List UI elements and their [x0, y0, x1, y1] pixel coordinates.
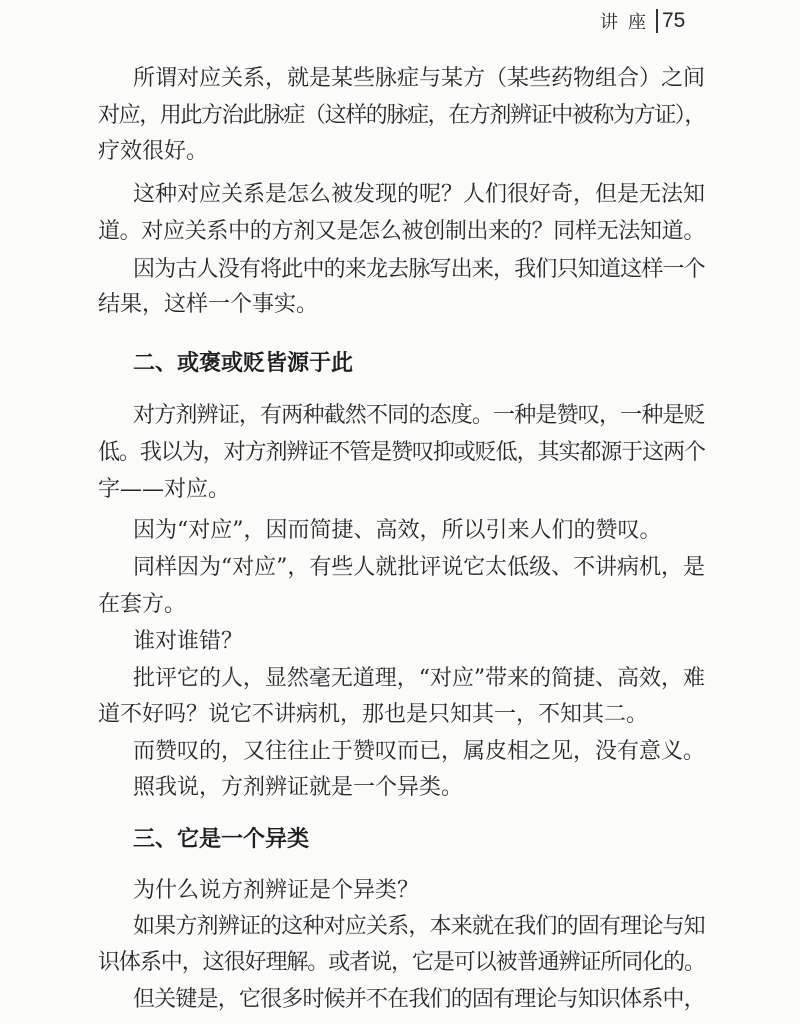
text-line: 因为古人没有将此中的来龙去脉写出来，我们只知道这样一个	[133, 257, 705, 282]
section-heading: 二、或褒或贬皆源于此	[133, 351, 354, 376]
text-line: 批评它的人，显然毫无道理，“对应”带来的简捷、高效，难	[133, 666, 705, 691]
text-line: 对方剂辨证，有两种截然不同的态度。一种是赞叹，一种是贬	[133, 403, 705, 428]
text-line: 但关键是，它很多时候并不在我们的固有理论与知识体系中，	[133, 987, 705, 1012]
section-title: 讲座	[600, 12, 656, 33]
text-line: 因为“对应”，因而简捷、高效，所以引来人们的赞叹。	[133, 518, 662, 543]
text-line: 在套方。	[98, 592, 187, 617]
text-line: 这种对应关系是怎么被发现的呢？人们很好奇，但是无法知	[133, 182, 706, 207]
text-line: 照我说，方剂辨证就是一个异类。	[133, 775, 464, 800]
text-line: 道不好吗？说它不讲病机，那也是只知其一，不知其二。	[98, 702, 649, 727]
text-line: 如果方剂辨证的这种对应关系，本来就在我们的固有理论与知	[133, 914, 705, 939]
text-line: 所谓对应关系，就是某些脉症与某方（某些药物组合）之间	[133, 66, 706, 91]
section-heading: 三、它是一个异类	[133, 827, 310, 852]
text-line: 低。我以为，对方剂辨证不管是赞叹抑或贬低，其实都源于这两个	[98, 440, 705, 465]
text-line: 同样因为“对应”，有些人就批评说它太低级、不讲病机，是	[133, 555, 705, 580]
header-divider	[656, 9, 658, 33]
text-line: 疗效很好。	[98, 139, 209, 164]
text-line: 识体系中，这很好理解。或者说，它是可以被普通辨证所同化的。	[98, 950, 705, 975]
text-line: 结果，这样一个事实。	[98, 292, 319, 317]
page-number: 75	[662, 9, 686, 32]
running-header	[600, 6, 685, 36]
text-line: 道。对应关系中的方剂又是怎么被创制出来的？同样无法知道。	[98, 219, 706, 244]
text-line: 字——对应。	[98, 477, 231, 502]
text-line: 对应，用此方治此脉症（这样的脉症，在方剂辨证中被称为方证），	[98, 103, 706, 128]
text-line: 而赞叹的，又往往止于赞叹而已，属皮相之见，没有意义。	[133, 739, 706, 764]
text-line: 谁对谁错？	[133, 629, 244, 654]
text-line: 为什么说方剂辨证是个异类？	[133, 878, 420, 903]
